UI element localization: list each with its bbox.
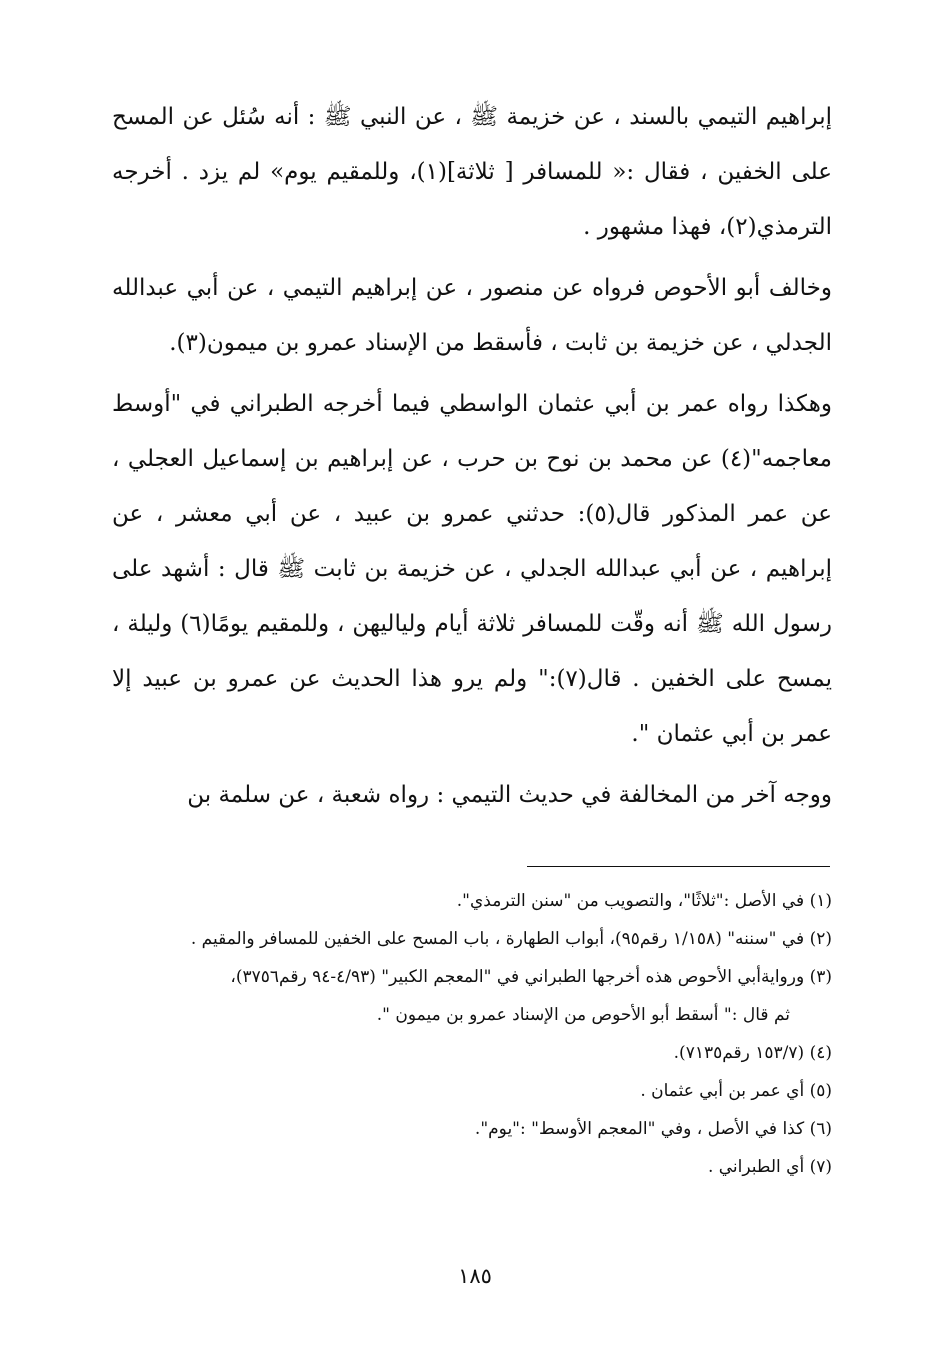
footnote-7: (٧) أي الطبراني . [707,1157,832,1177]
footnote-2: (٢) في "سننه" (١/١٥٨ رقم٩٥)، أبواب الطهارة ، باب المسح على الخفين للمسافر والمقيم . [190,929,832,949]
body-text [112,90,832,829]
footnote-3-continuation: ثم قال :" أسقط أبو الأحوص من الإسناد عمرو بن ميمون ". [376,1005,790,1025]
paragraph-2: وخالف أبو الأحوص فرواه عن منصور ، عن إبراهيم التيمي ، عن أبي عبدالله الجدلي ، عن خزيمة بن ثابت ، فأسقط من الإسناد عمرو بن ميمون(٣). [112,275,832,356]
footnote-separator [527,866,830,867]
paragraph-4: ووجه آخر من المخالفة في حديث التيمي : رواه شعبة ، عن سلمة بن [187,782,832,808]
footnotes [112,882,832,1186]
paragraph-1: إبراهيم التيمي بالسند ، عن خزيمة ﷺ ، عن النبي ﷺ : أنه سُئل عن المسح على الخفين ، فقال :« للمسافر [ ثلاثة](١)، وللمقيم يوم» لم يزد . أخرجه الترمذي(٢)، فهذا مشهور . [112,104,833,240]
footnote-4: (٤) (١٥٣/٧ رقم٧١٣٥). [673,1043,832,1063]
footnote-3: (٣) وروايةأبي الأحوص هذه أخرجها الطبراني في "المعجم الكبير" (٤/٩٣-٩٤ رقم٣٧٥٦)، [230,967,832,987]
footnote-6: (٦) كذا في الأصل ، وفي "المعجم الأوسط" :"يوم". [474,1119,832,1139]
footnote-1: (١) في الأصل :"ثلاثًا"، والتصويب من "سنن الترمذي". [456,891,832,911]
page-number: ١٨٥ [458,1264,492,1288]
paragraph-3: وهكذا رواه عمر بن أبي عثمان الواسطي فيما أخرجه الطبراني في "أوسط معاجمه"(٤) عن محمد بن نوح بن حرب ، عن إبراهيم بن إسماعيل العجلي ، عن عمر المذكور قال(٥): حدثني عمرو بن عبيد ، عن أبي معشر ، عن إبراهيم ، عن أبي عبدالله الجدلي ، عن خزيمة بن ثابت ﷺ قال : أشهد على رسول الله ﷺ أنه وقّت للمسافر ثلاثة أيام ولياليهن ، وللمقيم يومًا(٦) وليلة ، يمسح على الخفين . قال(٧):" ولم يرو هذا الحديث عن عمرو بن عبيد إلا عمر بن أبي عثمان ". [112,391,832,747]
footnote-5: (٥) أي عمر بن أبي عثمان . [640,1081,832,1101]
